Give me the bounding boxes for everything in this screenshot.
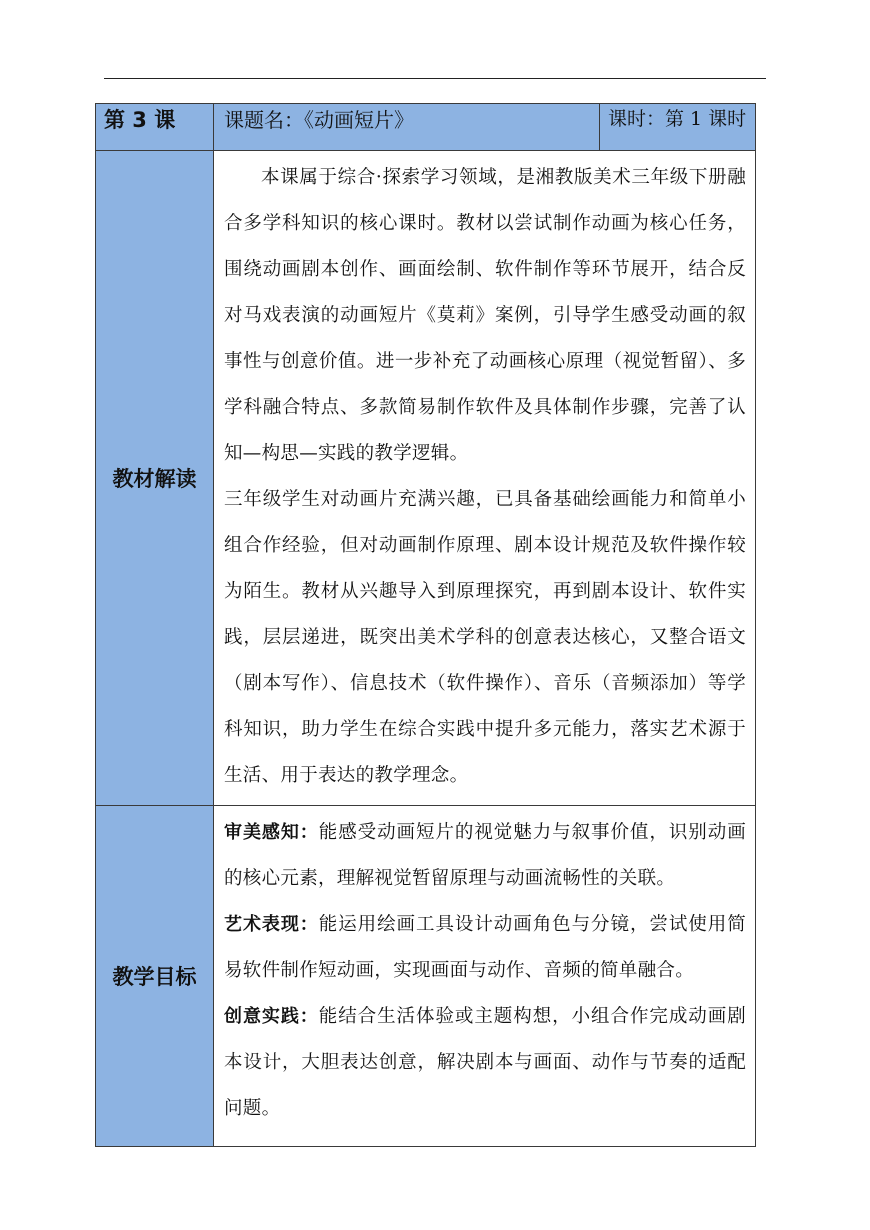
objectives-section-label: 教学目标 — [96, 806, 214, 1147]
header-row — [96, 104, 756, 151]
textbook-section-content — [214, 151, 756, 806]
textbook-paragraph-1: 本课属于综合·探索学习领域，是湘教版美术三年级下册融合多学科知识的核心课时。教材以尝试制作动画为核心任务，围绕动画剧本创作、画面绘制、软件制作等环节展开，结合反对马戏表演的动画短片《莫莉》案例，引导学生感受动画的叙事性与创意价值。进一步补充了动画核心原理（视觉暂留）、多学科融合特点、多款简易制作软件及具体制作步骤，完善了认知—构思—实践的教学逻辑。 — [224, 167, 746, 464]
header-rule — [104, 78, 766, 79]
lesson-number: 第 3 课 — [96, 104, 214, 151]
textbook-paragraph-2: 三年级学生对动画片充满兴趣，已具备基础绘画能力和简单小组合作经验，但对动画制作原理、剧本设计规范及软件操作较为陌生。教材从兴趣导入到原理探究，再到剧本设计、软件实践，层层递进，既突出美术学科的创意表达核心，又整合语文（剧本写作）、信息技术（软件操作）、音乐（音频添加）等学科知识，助力学生在综合实践中提升多元能力，落实艺术源于生活、用于表达的教学理念。 — [224, 489, 746, 786]
textbook-section-row — [96, 151, 756, 806]
lesson-period: 课时：第 1 课时 — [600, 104, 756, 151]
lesson-plan-table — [95, 103, 756, 1147]
lesson-title: 课题名：《动画短片》 — [214, 104, 600, 151]
objective-text: 能结合生活体验或主题构想，小组合作完成动画剧本设计，大胆表达创意，解决剧本与画面、动作与节奏的适配问题。 — [224, 1006, 746, 1119]
objectives-section-content — [214, 806, 756, 1147]
objective-term: 艺术表现： — [224, 914, 319, 935]
objective-expression — [224, 902, 746, 994]
objective-aesthetic — [224, 810, 746, 902]
objective-text: 能运用绘画工具设计动画角色与分镜，尝试使用简易软件制作短动画，实现画面与动作、音频的简单融合。 — [224, 914, 746, 981]
objective-term: 审美感知： — [224, 822, 319, 843]
objective-text: 能感受动画短片的视觉魅力与叙事价值，识别动画的核心元素，理解视觉暂留原理与动画流畅性的关联。 — [224, 822, 746, 889]
textbook-section-label: 教材解读 — [96, 151, 214, 806]
objective-creative — [224, 994, 746, 1132]
objectives-section-row — [96, 806, 756, 1147]
objective-term: 创意实践： — [224, 1006, 319, 1027]
